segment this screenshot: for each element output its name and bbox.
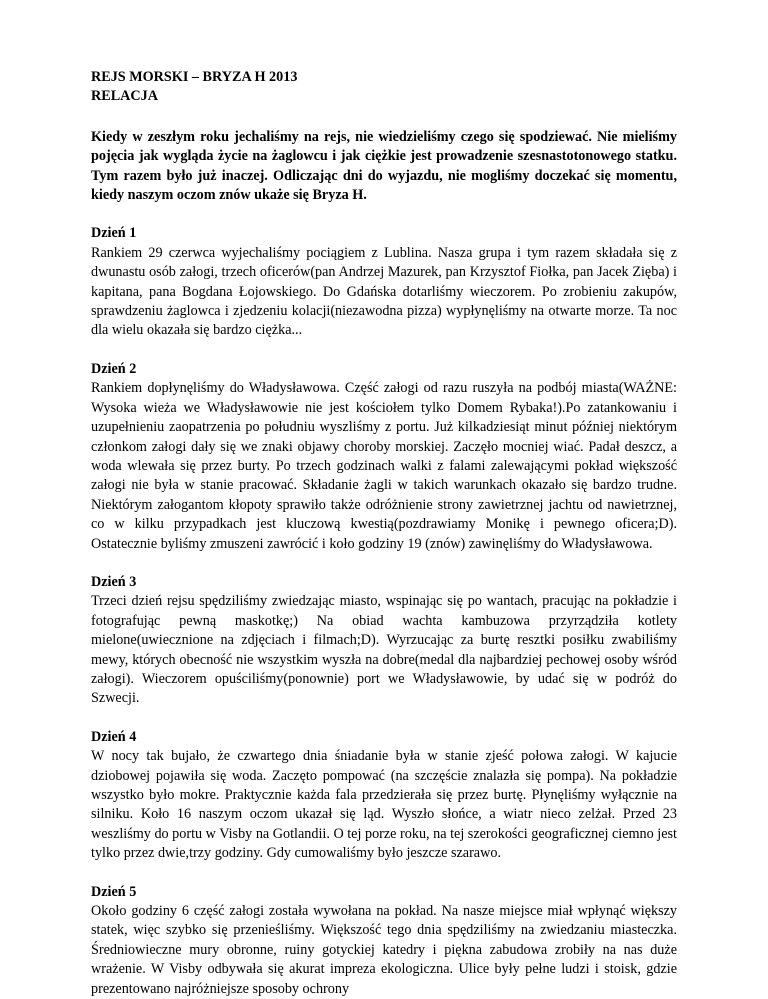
day-heading: Dzień 4 [91, 728, 137, 745]
title-line-2: RELACJA [91, 88, 159, 105]
day-heading: Dzień 5 [91, 883, 137, 900]
intro-paragraph: Kiedy w zeszłym roku jechaliśmy na rejs, nie wiedzieliśmy czego się spodziewać. Nie mieliśmy pojęcia jak wygląda życie na żaglowcu i jak ciężkie jest prowadzenie szesnastotonowego statku. Tym razem było już inaczej. Odliczając dni do wyjazdu, nie mogliśmy doczekać się momentu, kiedy naszym oczom znów ukaże się Bryza H. [91, 128, 677, 204]
day-section [91, 224, 677, 340]
day-section [91, 728, 677, 864]
day-section [91, 883, 677, 999]
day-text: W nocy tak bujało, że czwartego dnia śniadanie była w stanie zjeść połowa załogi. W kajucie dziobowej pojawiła się woda. Zaczęto pompować (na szczęście znalazła się pompa). Na pokładzie wszystko było mokre. Praktycznie każda fala przedzierała się przez burtę. Płynęliśmy wyłącznie na silniku. Koło 16 naszym oczom ukazał się ląd. Wyszło słońce, a wiatr nieco zelżał. Przed 23 weszliśmy do portu w Visby na Gotlandii. O tej porze roku, na tej szerokości geograficznej ciemno jest tylko przez dwie,trzy godziny. Gdy cumowaliśmy było jeszcze szarawo. [91, 748, 677, 862]
day-section [91, 360, 677, 554]
title-line-1: REJS MORSKI – BRYZA H 2013 [91, 69, 298, 85]
day-text: Około godziny 6 część załogi została wywołana na pokład. Na nasze miejsce miał wpłynąć większy statek, więc szybko się przenieśliśmy. Większość tego dnia spędziliśmy na zwiedzaniu miasteczka. Średniowieczne mury obronne, ruiny gotyckiej katedry i piękna zabudowa zrobiły na nas duże wrażenie. W Visby odbywała się akurat impreza ekologiczna. Ulice były pełne ludzi i stoisk, gdzie prezentowano najróżniejsze sposoby ochrony [91, 903, 677, 997]
day-heading: Dzień 2 [91, 360, 137, 377]
day-text: Rankiem 29 czerwca wyjechaliśmy pociągiem z Lublina. Nasza grupa i tym razem składała się z dwunastu osób załogi, trzech oficerów(pan Andrzej Mazurek, pan Krzysztof Fiołka, pan Jacek Zięba) i kapitana, pana Bogdana Łojowskiego. Do Gdańska dotarliśmy wieczorem. Po zrobieniu zakupów, sprawdzeniu żaglowca i zjedzeniu kolacji(niezawodna pizza) wypłynęliśmy na otwarte morze. Ta noc dla wielu okazała się bardzo ciężka... [91, 244, 677, 339]
day-text: Trzeci dzień rejsu spędziliśmy zwiedzając miasto, wspinając się po wantach, pracując na pokładzie i fotografując pewną maskotkę;) Na obiad wachta kambuzowa przyrządziła kotlety mielone(uwiecznione na zdjęciach i filmach;D). Wyrzucając za burtę resztki posiłku zwabiliśmy mewy, których obecność nie wszystkim wyszła na dobre(medal dla najbardziej pechowej osoby wśród załogi). Wieczorem opuściliśmy(ponownie) port we Władysławowie, by udać się w podróż do Szwecji. [91, 593, 677, 707]
document-page [91, 68, 677, 999]
document-title [91, 68, 677, 107]
day-heading: Dzień 3 [91, 573, 137, 590]
day-section [91, 573, 677, 709]
day-text: Rankiem dopłynęliśmy do Władysławowa. Część załogi od razu ruszyła na podbój miasta(WAŻNE: Wysoka wieża we Władysławowie nie jest kościołem tylko Domem Rybaka!).Po zatankowaniu i uzupełnieniu zaopatrzenia po południu wyszliśmy z portu. Już kilkadziesiąt minut później niektórym członkom załogi dały się we znaki objawy choroby morskiej. Zaczęło mocniej wiać. Padał deszcz, a woda wlewała się przez burty. Po trzech godzinach walki z falami zalewającymi pokład większość załogi nie była w stanie pracować. Składanie żagli w takich warunkach okazało się bardzo trudne. Niektórym załogantom kłopoty sprawiło także odróżnienie strony zawietrznej jachtu od nawietrznej, co w kilku przypadkach jest kluczową kwestią(pozdrawiamy Monikę i pewnego oficera;D). Ostatecznie byliśmy zmuszeni zawrócić i koło godziny 19 (znów) zawinęliśmy do Władysławowa. [91, 380, 677, 552]
day-heading: Dzień 1 [91, 225, 137, 242]
